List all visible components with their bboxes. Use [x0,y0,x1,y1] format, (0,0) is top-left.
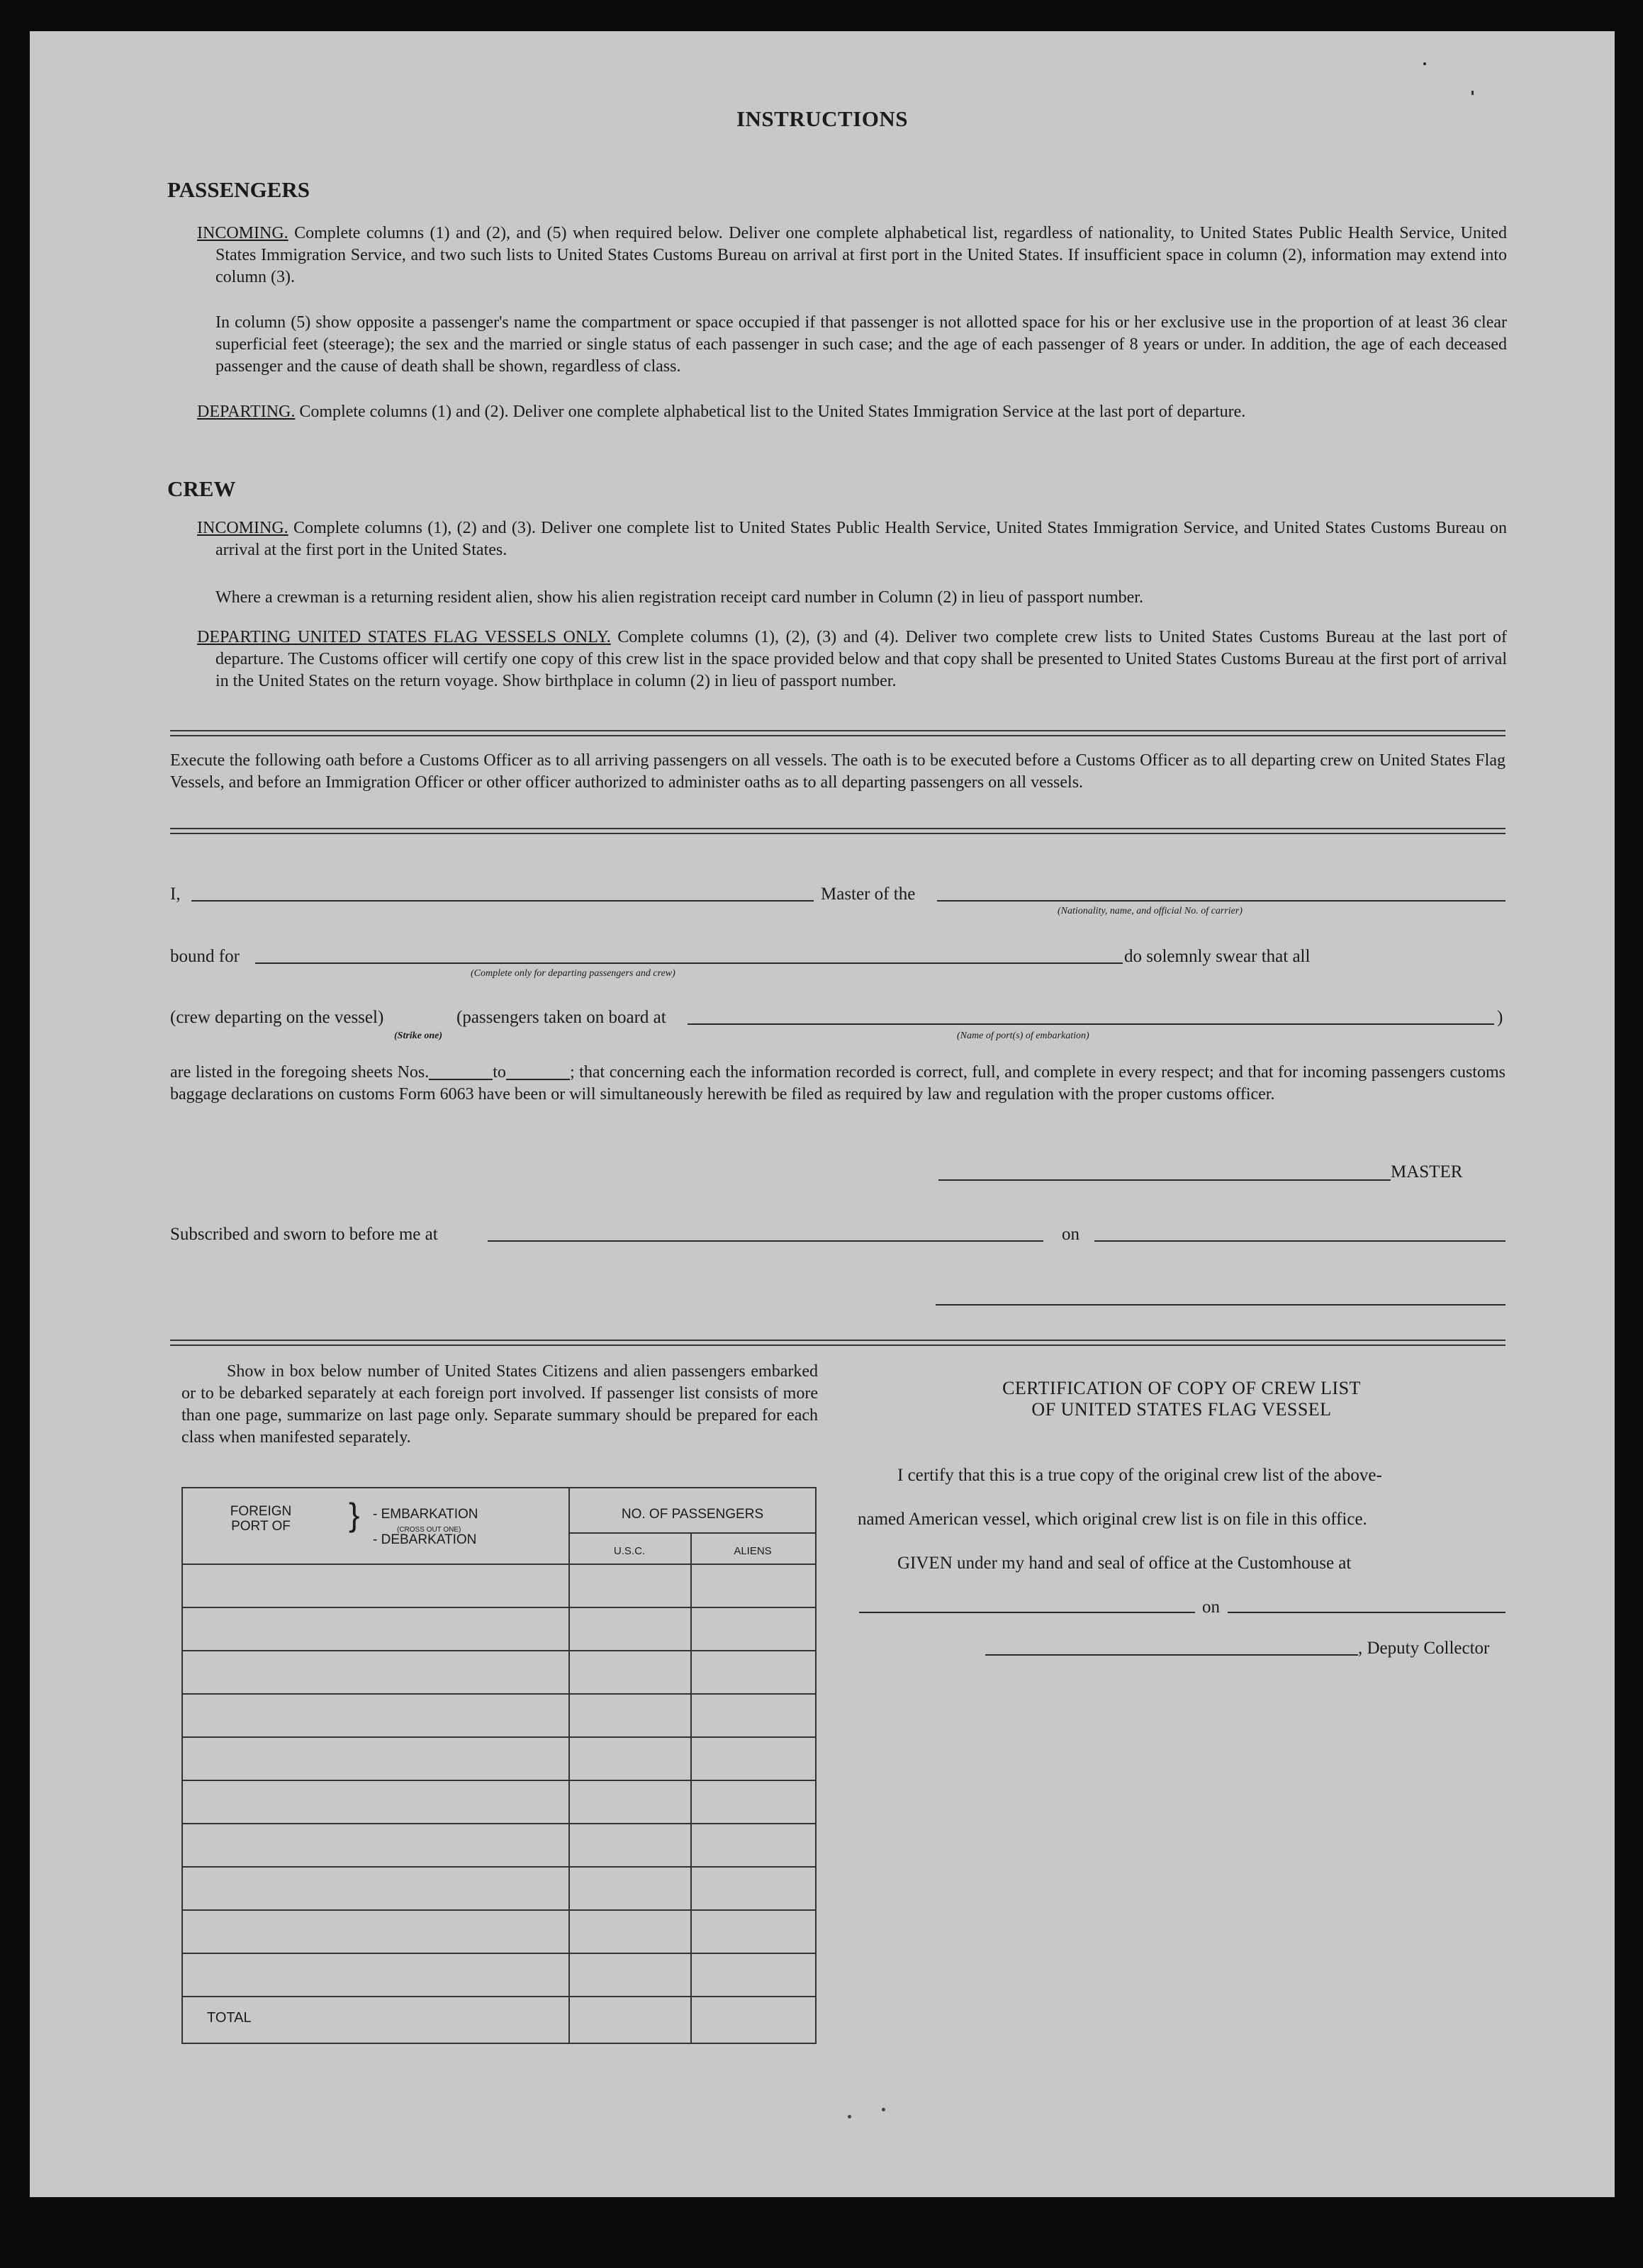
summary-text: Show in box below number of United States Citizens and alien passengers embarked or to be debarked separately at each foreign port involved. If passenger list consists of more than one page, summarize on last page only. Separate summary should be prepared for each class when manifested separately. [181,1362,818,1447]
crew-certification [858,1378,1505,1420]
crew-incoming-text: Complete columns (1), (2) and (3). Deliver one complete list to United States Public Health Service, United States Immigration Service, and United States Customs Bureau on arrival at the first port in the United States. [215,519,1508,559]
debarkation-option[interactable]: - DEBARKATION [373,1532,477,1547]
passengers-column5-text: In column (5) show opposite a passenger's name the compartment or space occupied if that passenger is not allotted space for his or her exclusive use in the proportion of at least 36 clear superficial feet (steerage); the sex and the married or single status of each passenger in such case; and the age of each passenger of 8 years or under. In addition, the age of each deceased passenger and the cause of death shall be shown, regardless of class. [215,313,1507,376]
to-label: to [493,1063,506,1082]
table-row [183,1909,815,1911]
certification-title-2: OF UNITED STATES FLAG VESSEL [1031,1399,1332,1420]
no-passengers-header: NO. OF PASSENGERS [621,1507,764,1522]
paper-speck [848,2115,851,2118]
subscribed-label: Subscribed and sworn to before me at [170,1225,438,1244]
strike-one-note: (Strike one) [394,1031,443,1041]
table-row [183,1996,815,1997]
table-row [183,1650,815,1651]
cert-date-field[interactable] [1228,1612,1505,1613]
passengers-heading: PASSENGERS [167,177,310,202]
sheet-from-field[interactable] [429,1079,493,1080]
table-row [183,1736,815,1738]
table-row [183,1607,815,1608]
table-row [183,1693,815,1695]
master-name-field[interactable] [191,900,814,902]
departing-note: (Complete only for departing passengers and crew) [471,968,675,979]
table-divider [568,1532,815,1534]
paper-speck [1471,91,1474,95]
crew-heading: CREW [167,476,236,501]
table-divider [183,1564,815,1565]
summary-section [181,1361,818,1449]
passenger-summary-table [181,1487,817,2044]
table-row [183,1823,815,1824]
officer-signature-field[interactable] [936,1304,1505,1306]
page-title: INSTRUCTIONS [736,106,908,131]
customhouse-field[interactable] [859,1612,1195,1613]
table-divider [690,1532,692,2043]
carrier-field[interactable] [937,900,1505,902]
certification-title-1: CERTIFICATION OF COPY OF CREW LIST [1002,1378,1361,1398]
master-label: MASTER [1391,1162,1463,1181]
foreign-port-header: FOREIGN PORT OF [230,1504,292,1534]
paper-speck [1423,62,1426,65]
listed-prefix: are listed in the foregoing sheets Nos. [170,1063,430,1082]
close-paren: ) [1497,1008,1503,1027]
lower-divider [170,1340,1505,1346]
certify-line-2: named American vessel, which original crew list is on file in this office. [858,1510,1367,1529]
nationality-note: (Nationality, name, and official No. of carrier) [1058,906,1243,916]
table-row [183,1780,815,1781]
bound-for-label: bound for [170,947,240,966]
crew-resident-section [215,587,1507,609]
crew-departing-option[interactable]: (crew departing on the vessel) [170,1008,384,1027]
crew-departing-text: Complete columns (1), (2), (3) and (4). Deliver two complete crew lists to United States Customs Bureau at the last port of departure. The Customs officer will certify one copy of this crew list in the space provided below and that copy shall be presented to United States Customs Bureau at the first port of arrival in the United States on the return voyage. Show birthplace in column (2) in lieu of passport number. [215,628,1508,690]
crew-departing-section [197,627,1507,692]
cert-on-label: on [1202,1598,1220,1617]
passengers-incoming-label: INCOMING. [197,224,288,242]
usc-header: U.S.C. [613,1545,646,1557]
crew-resident-text: Where a crewman is a returning resident alien, show his alien registration receipt card number in Column (2) in lieu of passport number. [215,588,1143,607]
crew-incoming-section [197,517,1507,561]
passengers-departing-section [197,401,1507,423]
sworn-place-field[interactable] [488,1240,1043,1242]
passengers-incoming-section [197,223,1507,288]
master-signature-field[interactable] [938,1179,1391,1181]
section-divider [170,730,1505,736]
certify-line-1: I certify that this is a true copy of the original crew list of the above- [897,1466,1382,1485]
cross-out-note: (CROSS OUT ONE) [397,1526,461,1534]
passengers-departing-text: Complete columns (1) and (2). Deliver one complete alphabetical list to the United States Immigration Service at the last port of departure. [299,403,1246,421]
sworn-date-field[interactable] [1094,1240,1505,1242]
paper-speck [882,2108,885,2111]
total-label: TOTAL [207,2010,252,2026]
deputy-collector-label: , Deputy Collector [1358,1639,1490,1658]
table-row [183,1866,815,1868]
listed-section [170,1062,1505,1106]
table-divider [568,1488,570,2043]
embarkation-ports-field[interactable] [688,1023,1494,1025]
given-text: GIVEN under my hand and seal of office at the Customhouse at [897,1554,1352,1573]
sheet-to-field[interactable] [506,1079,570,1080]
oath-intro-section [170,750,1505,794]
deputy-signature-field[interactable] [985,1654,1358,1656]
passengers-departing-label: DEPARTING. [197,403,296,421]
form-page [30,31,1615,2197]
ports-note: (Name of port(s) of embarkation) [957,1031,1089,1041]
listed-text: ; that concerning each the information recorded is correct, full, and complete in every respect; and that for incoming passengers customs baggage declarations on customs Form 6063 have been or will simultaneously herewith be filed as required by law and regulation with the proper customs officer. [170,1063,1505,1104]
oath-intro-text: Execute the following oath before a Customs Officer as to all arriving passengers on all vessels. The oath is to be executed before a Customs Officer as to all departing crew on United States Flag Vessels, and before an Immigration Officer or other officer authorized to administer oaths as to all departing passengers on all vessels. [170,751,1505,792]
crew-departing-label: DEPARTING UNITED STATES FLAG VESSELS ONLY. [197,628,611,646]
master-of-label: Master of the [821,885,916,904]
passengers-column5-section [215,312,1507,378]
bound-for-field[interactable] [255,962,1123,964]
swear-text: do solemnly swear that all [1124,947,1311,966]
passengers-taken-option[interactable]: (passengers taken on board at [456,1008,666,1027]
oath-divider [170,828,1505,834]
crew-incoming-label: INCOMING. [197,519,288,537]
brace-icon: } [349,1496,360,1533]
embarkation-option[interactable]: - EMBARKATION [373,1507,478,1522]
sworn-on-label: on [1062,1225,1080,1244]
table-row [183,1953,815,1954]
oath-i-label: I, [170,885,181,904]
aliens-header: ALIENS [734,1545,772,1557]
passengers-incoming-text: Complete columns (1) and (2), and (5) when required below. Deliver one complete alphabetical list, regardless of nationality, to United States Public Health Service, United States Immigration Service, and two such lists to United States Customs Bureau on arrival at first port in the United States. If insufficient space in column (2), information may extend into column (3). [215,224,1508,286]
